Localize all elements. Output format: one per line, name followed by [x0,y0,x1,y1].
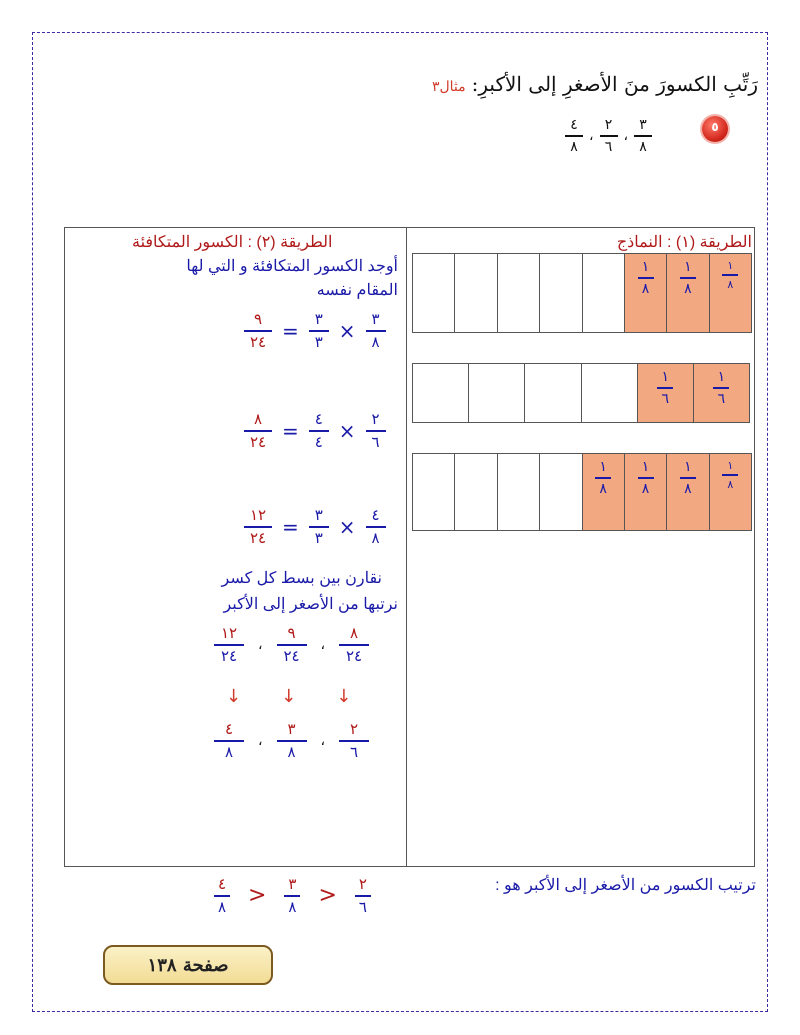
model-cell [524,364,580,422]
denominator: ٨ [641,280,650,297]
denominator: ٨ [217,897,227,916]
denominator: ٣ [314,528,323,547]
comma: ، [589,127,594,144]
denominator: ٢٤ [346,646,363,665]
exercise-number-badge [702,116,728,142]
denominator: ٢٤ [249,528,267,547]
answer-text: ترتيب الكسور من الأصغر إلى الأكبر هو : [495,877,756,894]
original-fraction [366,508,386,546]
times-sign: × [338,418,356,443]
model-cell [454,454,496,530]
model-cell [497,454,539,530]
model-cell-shaded [709,254,751,332]
given-fractions [565,118,652,154]
ordered-equiv-3 [214,626,244,664]
denominator: ٦ [371,432,380,451]
comma: ، [258,636,263,653]
numerator: ٢ [358,875,367,893]
equation-1 [244,312,386,350]
numerator: ٣ [639,117,647,133]
down-arrow-icon: ↓ [336,686,352,707]
model-cell-shaded [709,454,751,530]
numerator: ١٢ [249,506,267,524]
model-cell [581,364,637,422]
column-divider [406,227,407,867]
unit-fraction-label [722,260,738,290]
numerator: ١ [684,259,692,275]
numerator: ١ [599,459,607,475]
denominator: ٨ [599,480,607,497]
denominator: ٢٤ [249,432,267,451]
denominator: ٦ [661,390,670,407]
numerator: ٣ [314,506,323,524]
times-sign: × [338,514,356,539]
denominator: ٦ [717,390,726,407]
comma: ، [320,732,326,749]
denominator: ٣ [314,332,323,351]
numerator: ٩ [253,310,263,328]
comma: ، [258,732,263,749]
denominator: ٨ [727,477,734,491]
denominator: ٨ [371,528,380,547]
ordered-equiv-2 [277,626,307,664]
model-cell [539,454,581,530]
model-cell [497,254,539,332]
denominator: ٨ [570,138,578,155]
answer-fraction-smallest [355,877,371,915]
model-cell-shaded [666,454,708,530]
instruction-line2: المقام نفسه [316,282,398,299]
model-eighths-3 [412,253,752,333]
numerator: ٤ [570,117,578,133]
given-fraction-1 [634,118,652,154]
original-fraction [366,412,386,450]
numerator: ١ [641,259,650,275]
model-cell [454,254,496,332]
numerator: ١٢ [220,624,238,642]
denominator: ٨ [287,742,296,761]
denominator: ٨ [288,897,297,916]
numerator: ٣ [371,310,380,328]
numerator: ٨ [253,410,263,428]
result-fraction [244,312,272,350]
denominator: ٦ [350,742,359,761]
comma: ، [623,127,629,144]
denominator: ٨ [224,742,234,761]
compare-line2: نرتبها من الأصغر إلى الأكبر [223,596,398,613]
ordered-orig-2 [277,722,307,760]
multiplier-fraction [309,312,329,350]
unit-fraction-label [638,460,654,496]
down-arrow-icon: ↓ [281,686,297,707]
equals-sign: = [282,418,299,443]
numerator: ١ [717,369,726,385]
denominator: ٨ [727,277,734,291]
denominator: ٦ [358,897,367,916]
equation-3 [244,508,386,546]
model-cell-shaded [637,364,693,422]
times-sign: × [338,318,356,343]
numerator: ١ [661,369,670,385]
compare-line1: نقارن بين بسط كل كسر [221,570,382,587]
greater-than-sign: > [318,883,337,909]
given-fraction-2 [600,118,618,154]
result-fraction [244,508,272,546]
unit-fraction-label [657,370,673,406]
page-reference-button[interactable]: صفحة ١٣٨ [103,945,273,985]
model-cell [413,254,454,332]
numerator: ٨ [350,624,359,642]
unit-fraction-label [680,460,696,496]
numerator: ٤ [224,720,234,738]
equals-sign: = [282,318,299,343]
ordered-orig-3 [214,722,244,760]
exercise-title [432,72,758,96]
answer-fraction-middle [284,877,300,915]
model-sixths-2 [412,363,750,423]
equals-sign: = [282,514,299,539]
greater-than-sign: > [248,883,267,909]
denominator: ٢٤ [283,646,300,665]
numerator: ٣ [314,310,323,328]
unit-fraction-label [713,370,729,406]
model-cell-shaded [666,254,708,332]
model-cell [468,364,524,422]
result-fraction [244,412,272,450]
ordered-equiv-1 [339,626,369,664]
unit-fraction-label [722,460,738,490]
unit-fraction-label [680,260,696,296]
exercise-number: ٥ [711,120,719,134]
ordered-orig-1 [339,722,369,760]
title-text: رَتِّبِ الكسورَ منَ الأصغرِ إلى الأكبرِ: [471,72,758,96]
denominator: ٤ [314,432,323,451]
numerator: ١ [684,459,692,475]
numerator: ٩ [287,624,296,642]
method1-heading: الطريقة (١) : النماذج [616,234,752,251]
numerator: ٤ [371,506,380,524]
given-fraction-3 [565,118,583,154]
model-eighths-4 [412,453,752,531]
denominator: ٨ [684,280,692,297]
original-fraction [366,312,386,350]
unit-fraction-label [638,260,654,296]
numerator: ١ [727,459,734,472]
numerator: ٢ [371,410,380,428]
numerator: ٢ [604,117,613,133]
model-cell-shaded [624,254,666,332]
numerator: ١ [727,259,734,272]
denominator: ٦ [604,138,613,155]
model-cell [413,364,468,422]
model-cell-shaded [624,454,666,530]
ordered-equivalent-fractions [214,626,369,664]
answer-fraction-largest [214,877,230,915]
model-cell [539,254,581,332]
denominator: ٨ [684,480,692,497]
denominator: ٢٤ [249,332,267,351]
model-cell [582,254,624,332]
ordered-original-fractions [214,722,369,760]
equation-2 [244,412,386,450]
method2-heading: الطريقة (٢) : الكسور المتكافئة [132,234,333,251]
denominator: ٨ [371,332,380,351]
numerator: ٤ [314,410,323,428]
comma: ، [320,636,326,653]
multiplier-fraction [309,508,329,546]
model-cell-shaded [693,364,749,422]
model-cell [413,454,454,530]
down-arrows [226,686,351,707]
denominator: ٨ [641,480,650,497]
instruction-line1: أوجد الكسور المتكافئة و التي لها [186,258,398,275]
example-ref: مثال٣ [431,79,466,95]
denominator: ٢٤ [220,646,238,665]
down-arrow-icon: ↓ [226,686,242,707]
multiplier-fraction [309,412,329,450]
numerator: ٣ [288,875,297,893]
numerator: ٢ [350,720,359,738]
numerator: ٣ [287,720,296,738]
model-cell-shaded [582,454,624,530]
unit-fraction-label [595,460,611,496]
numerator: ٤ [217,875,227,893]
numerator: ١ [641,459,650,475]
denominator: ٨ [639,138,647,155]
answer-fractions [214,877,371,915]
